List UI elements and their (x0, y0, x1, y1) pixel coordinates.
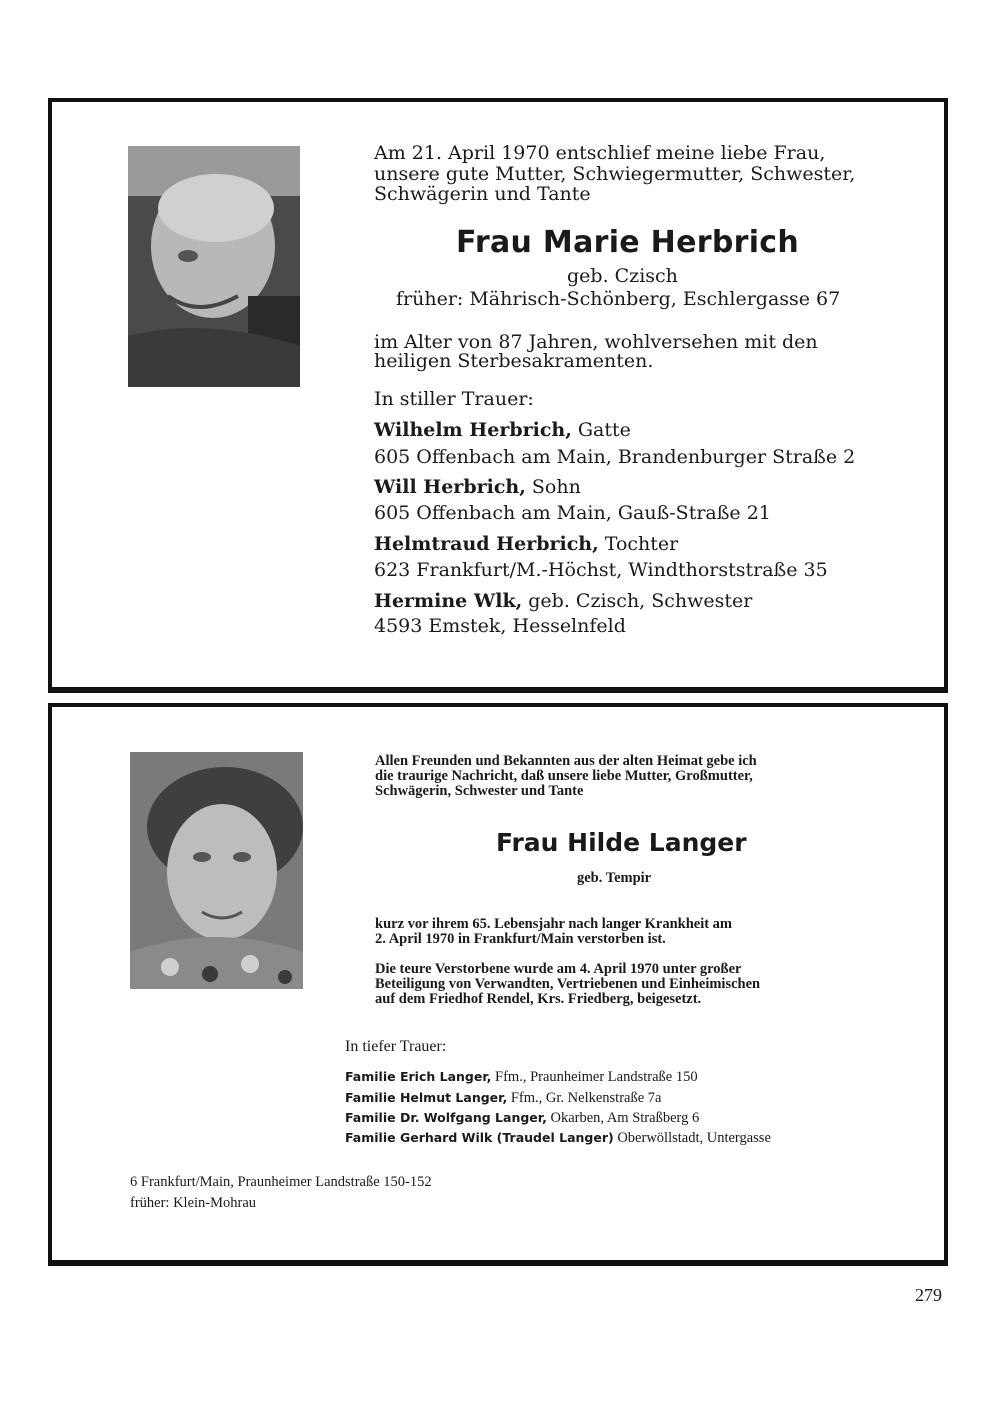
mourner-name: Helmtraud Herbrich, (374, 533, 599, 555)
intro-line-1: Allen Freunden und Bekannten aus der alten Heimat gebe ich (375, 753, 757, 769)
mourner-name: Wilhelm Herbrich, (374, 419, 572, 441)
birth-name: geb. Tempir (577, 870, 652, 886)
footer-address: 6 Frankfurt/Main, Praunheimer Landstraße 150-152 (130, 1174, 432, 1190)
mourner-role: Sohn (525, 476, 581, 498)
family-address: Oberwöllstadt, Untergasse (613, 1130, 771, 1146)
intro-line-1: Am 21. April 1970 entschlief meine liebe Frau, (374, 142, 826, 164)
footer-former: früher: Klein-Mohrau (130, 1195, 257, 1211)
age-line-2: heiligen Sterbesakramenten. (374, 350, 654, 372)
mourner-4-address: 4593 Emstek, Hesselnfeld (374, 615, 626, 637)
portrait-image (130, 752, 303, 989)
mourning-heading: In tiefer Trauer: (345, 1038, 447, 1055)
mourner-name: Hermine Wlk, (374, 590, 523, 612)
mourner-2-address: 605 Offenbach am Main, Gauß-Straße 21 (374, 502, 771, 524)
burial-line-1: Die teure Verstorbene wurde am 4. April 1970 unter großer (375, 961, 742, 977)
deceased-name: Frau Hilde Langer (496, 828, 747, 857)
mourner-role: Tochter (598, 533, 679, 555)
page-number: 279 (915, 1285, 942, 1305)
portrait-photo-hilde-langer (130, 752, 303, 989)
intro-line-3: Schwägerin, Schwester und Tante (375, 783, 584, 799)
age-line-1: im Alter von 87 Jahren, wohlversehen mit den (374, 331, 818, 353)
mourner-4 (374, 591, 752, 612)
mourner-2 (374, 477, 581, 498)
portrait-image (128, 146, 300, 387)
family-1 (345, 1069, 698, 1086)
birth-name: geb. Czisch (567, 265, 678, 287)
mourner-name: Will Herbrich, (374, 476, 526, 498)
family-name: Familie Gerhard Wilk (Traudel Langer) (345, 1130, 614, 1145)
family-name: Familie Erich Langer, (345, 1069, 492, 1084)
death-line-1: kurz vor ihrem 65. Lebensjahr nach langer Krankheit am (375, 916, 733, 932)
mourner-1 (374, 420, 631, 441)
family-3 (345, 1110, 699, 1127)
mourner-role: Gatte (571, 419, 631, 441)
intro-line-2: die traurige Nachricht, daß unsere liebe Mutter, Großmutter, (375, 768, 753, 784)
deceased-name: Frau Marie Herbrich (456, 225, 800, 260)
mourning-heading: In stiller Trauer: (374, 388, 534, 410)
portrait-photo-marie-herbrich (128, 146, 300, 387)
intro-line-3: Schwägerin und Tante (374, 183, 591, 205)
family-2 (345, 1090, 661, 1107)
mourner-3 (374, 534, 678, 555)
death-line-2: 2. April 1970 in Frankfurt/Main verstorben ist. (375, 931, 666, 947)
family-name: Familie Helmut Langer, (345, 1090, 508, 1105)
former-residence: früher: Mährisch-Schönberg, Eschlergasse 67 (396, 288, 841, 310)
mourner-role: geb. Czisch, Schwester (522, 590, 753, 612)
family-address: Ffm., Gr. Nelkenstraße 7a (507, 1090, 662, 1106)
mourner-1-address: 605 Offenbach am Main, Brandenburger Straße 2 (374, 446, 856, 468)
family-name: Familie Dr. Wolfgang Langer, (345, 1110, 547, 1125)
burial-line-3: auf dem Friedhof Rendel, Krs. Friedberg, beigesetzt. (375, 991, 702, 1007)
family-address: Ffm., Praunheimer Landstraße 150 (491, 1069, 698, 1085)
family-4 (345, 1130, 771, 1147)
intro-line-2: unsere gute Mutter, Schwiegermutter, Schwester, (374, 163, 856, 185)
family-address: Okarben, Am Straßberg 6 (546, 1110, 700, 1126)
burial-line-2: Beteiligung von Verwandten, Vertriebenen und Einheimischen (375, 976, 761, 992)
mourner-3-address: 623 Frankfurt/M.-Höchst, Windthorststraße 35 (374, 559, 828, 581)
